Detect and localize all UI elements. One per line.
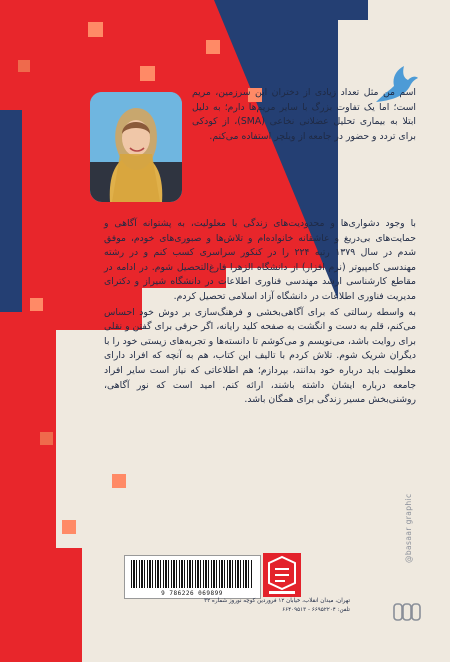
blurb-paragraph-intro: اسم من مثل تعداد زیادی از دختران این سرزمین، مریم است؛ اما یک تفاوت بزرگ با سایر مریم‌ها دارم؛ به دلیل ابتلا به بیماری تحلیل عضلانی نخاعی (SMA)، از کودکی برای تردد و حضور در جامعه از ویلچر استفاده می‌کنم.: [192, 87, 416, 142]
publisher-address: [150, 597, 350, 614]
designer-credit: @basaar graphic: [404, 493, 413, 563]
deco-square: [62, 520, 76, 534]
deco-square: [206, 40, 220, 54]
publisher-logo-icon: [263, 553, 301, 597]
interlocking-rings-icon: [392, 600, 422, 624]
publisher-logo: [263, 553, 301, 597]
back-cover-blurb: [104, 86, 416, 409]
deco-square: [30, 298, 43, 311]
deco-square: [112, 474, 126, 488]
barcode-number: 9 786226 069899: [161, 590, 223, 597]
phone-line: تلفن: ۶۶۹۵۲۲۰۴ - ۶۶۴۰۹۵۱۳: [282, 606, 350, 613]
deco-square: [18, 60, 30, 72]
deco-square: [40, 432, 53, 445]
address-line: تهران، میدان انقلاب، خیابان ۱۲ فروردین کوچه نوروز شماره ۳۲: [204, 598, 350, 604]
deco-square: [88, 22, 103, 37]
blurb-paragraph-mission: به واسطه رسالتی که برای آگاهی‌بخشی و فرهنگ‌سازی بر دوش خود احساس می‌کنم، قلم به دست و انگشت به صفحه کلید رایانه، اگر حرفی برای گفتن و نقلی برای روایت باشد، می‌نویسم و می‌کوشم تا دانسته‌ها و تجربه‌های زیستی خود را با دیگران شریک شوم. تلاش کردم با تالیف این کتاب، هم به آنچه که افراد دارای معلولیت باید درباره خود بدانند، بپردازم؛ هم اطلاعاتی که نیاز است سایر افراد جامعه درباره ایشان داشته باشند، ارائه کنم. امید است که نور آگاهی، روشنی‌بخش مسیر زندگی برای همگان باشد.: [104, 306, 416, 406]
navy-strip: [0, 110, 22, 312]
blurb-paragraph-education: با وجود دشواری‌ها و محدودیت‌های زندگی با معلولیت، به پشتوانه آگاهی و حمایت‌های بی‌دریغ و عاشقانه خانواده‌ام و تلاش‌ها و صبوری‌های خودم، موفق شدم در سال ۱۳۷۹ رتبه ۲۲۴ را در کنکور سراسری کسب کنم و در رشته مهندسی کامپیوتر (نرم افزار) از دانشگاه الزهرا فارغ‌التحصیل شوم. در ادامه در مقاطع کارشناسی ارشد مهندسی فناوری اطلاعات در دانشگاه شیراز و دکترای مدیریت فناوری اطلاعات در دانشگاه آزاد اسلامی تحصیل کردم.: [104, 218, 416, 302]
barcode-bars: [131, 560, 253, 588]
deco-square: [140, 66, 155, 81]
isbn-barcode: [124, 555, 261, 599]
